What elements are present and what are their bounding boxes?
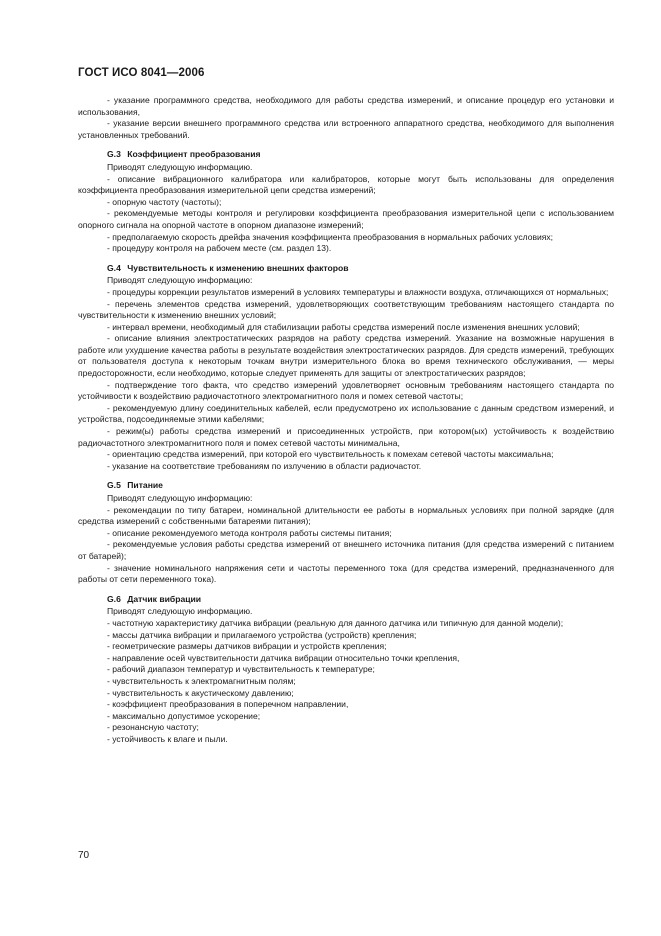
section-paragraph: - интервал времени, необходимый для стабилизации работы средства измерений после изменения внешних условий; bbox=[107, 321, 580, 332]
section-paragraph: - предполагаемую скорость дрейфа значения коэффициента преобразования в нормальных рабочих условиях; bbox=[107, 231, 554, 242]
intro-paragraph: - указание программного средства, необходимого для работы средства измерений, и описание процедур его установки и использования, bbox=[78, 95, 614, 117]
section-paragraph: Приводят следующую информацию: bbox=[107, 275, 253, 286]
page-number: 70 bbox=[78, 850, 90, 861]
section-paragraph: - процедуру контроля на рабочем месте (см. раздел 13). bbox=[107, 243, 332, 254]
section-title: Питание bbox=[127, 480, 163, 491]
section-paragraph: - опорную частоту (частоты); bbox=[107, 196, 222, 207]
section-paragraph: - частотную характеристику датчика вибрации (реальную для данного датчика или типичную для данной модели); bbox=[107, 617, 564, 628]
section-paragraph: - чувствительность к акустическому давлению; bbox=[107, 687, 294, 698]
section-paragraph: - массы датчика вибрации и прилагаемого устройства (устройств) крепления; bbox=[107, 629, 417, 640]
section-paragraph: - рекомендуемую длину соединительных кабелей, если предусмотрено их использование с данным средством измерений, и устройства, подсоединяемые этими кабелями; bbox=[78, 402, 614, 425]
section-paragraph: Приводят следующую информацию. bbox=[107, 161, 253, 172]
section-paragraph: - чувствительность к электромагнитным полям; bbox=[107, 675, 296, 686]
section-paragraph: - направление осей чувствительности датчика вибрации относительно точки крепления, bbox=[107, 652, 460, 663]
section-paragraph: - описание вибрационного калибратора или калибраторов, которые могут быть использованы для определения коэффициента преобразования измерительной цепи средства измерений; bbox=[78, 173, 614, 196]
section-paragraph: - ориентацию средства измерений, при которой его чувствительность к помехам сетевой частоты максимальна; bbox=[107, 449, 554, 460]
section-title: Коэффициент преобразования bbox=[127, 149, 261, 160]
section-heading bbox=[78, 480, 614, 492]
section-paragraph: - значение номинального напряжения сети и частоты переменного тока (для средства измерений, предназначенного для работы от сети переменного тока). bbox=[78, 562, 614, 585]
section-number: G.4 bbox=[107, 262, 121, 273]
section-paragraph: - рекомендации по типу батареи, номинальной длительности ее работы в нормальных условиях при полной зарядке (для средства измерений с собственными батареями питания); bbox=[78, 504, 614, 527]
section-paragraph: - геометрические размеры датчиков вибрации и устройств крепления; bbox=[107, 641, 387, 652]
section-paragraph: Приводят следующую информацию. bbox=[107, 606, 253, 617]
section-title: Датчик вибрации bbox=[127, 593, 202, 604]
section-paragraph: - режим(ы) работы средства измерений и присоединенных устройств, при котором(ых) устойчивость к воздействию радиочастотного электромагнитного поля и помех сетевой частоты минимальна, bbox=[78, 426, 614, 448]
section-number: G.3 bbox=[107, 149, 121, 160]
section-paragraph: - описание влияния электростатических разрядов на работу средства измерений. Указание на возможные нарушения в работе или ухудшение качества работы в результате воздействия электростатических разрядов. Для средств измерений, требующих от пользователя доступа к некоторым точкам внутри измерительного блока во время технического обслуживания, — меры предосторожности, если необходимо, которые следует применять для защиты от электростатических разрядов; bbox=[78, 333, 614, 379]
section-paragraph: - максимально допустимое ускорение; bbox=[107, 710, 261, 721]
section-paragraph: - описание рекомендуемого метода контроля работы системы питания; bbox=[107, 527, 392, 538]
document-body bbox=[78, 95, 614, 745]
section-paragraph: - рекомендуемые условия работы средства измерений от внешнего источника питания (для средства измерений с питанием от батарей); bbox=[78, 539, 614, 561]
section-paragraph: - перечень элементов средства измерений, удовлетворяющих соответствующим требованиям настоящего стандарта по чувствительности к изменению внешних условий; bbox=[78, 298, 614, 321]
section-paragraph: - рабочий диапазон температур и чувствительность к температуре; bbox=[107, 664, 375, 675]
section-title: Чувствительность к изменению внешних факторов bbox=[127, 262, 349, 273]
section-paragraph: - процедуры коррекции результатов измерений в условиях температуры и влажности воздуха, отличающихся от нормальных; bbox=[107, 286, 609, 297]
section-paragraph: - подтверждение того факта, что средство измерений удовлетворяет основным требованиям настоящего стандарта по устойчивости к воздействию радиочастотного электромагнитного поля и помех сетевой частоты; bbox=[78, 379, 614, 402]
section-paragraph: - коэффициент преобразования в поперечном направлении, bbox=[107, 699, 349, 710]
section-heading bbox=[78, 263, 614, 275]
section-heading bbox=[78, 149, 614, 161]
section-paragraph: - указание на соответствие требованиям по излучению в области радиочастот. bbox=[107, 460, 422, 471]
section-paragraph: - устойчивость к влаге и пыли. bbox=[107, 733, 228, 744]
section-number: G.5 bbox=[107, 480, 121, 491]
section-number: G.6 bbox=[107, 593, 121, 604]
section-heading bbox=[78, 594, 614, 606]
section-paragraph: Приводят следующую информацию: bbox=[107, 493, 253, 503]
section-paragraph: - резонансную частоту; bbox=[107, 722, 199, 733]
section-paragraph: - рекомендуемые методы контроля и регулировки коэффициента преобразования измерительной цепи с использованием опорного сигнала на опорной частоте в опорном диапазоне измерений; bbox=[78, 208, 614, 230]
document-header: ГОСТ ИСО 8041—2006 bbox=[78, 67, 205, 79]
intro-paragraph: - указание версии внешнего программного средства или встроенного аппаратного средства, необходимого для выполнения установленных требований. bbox=[78, 118, 614, 140]
